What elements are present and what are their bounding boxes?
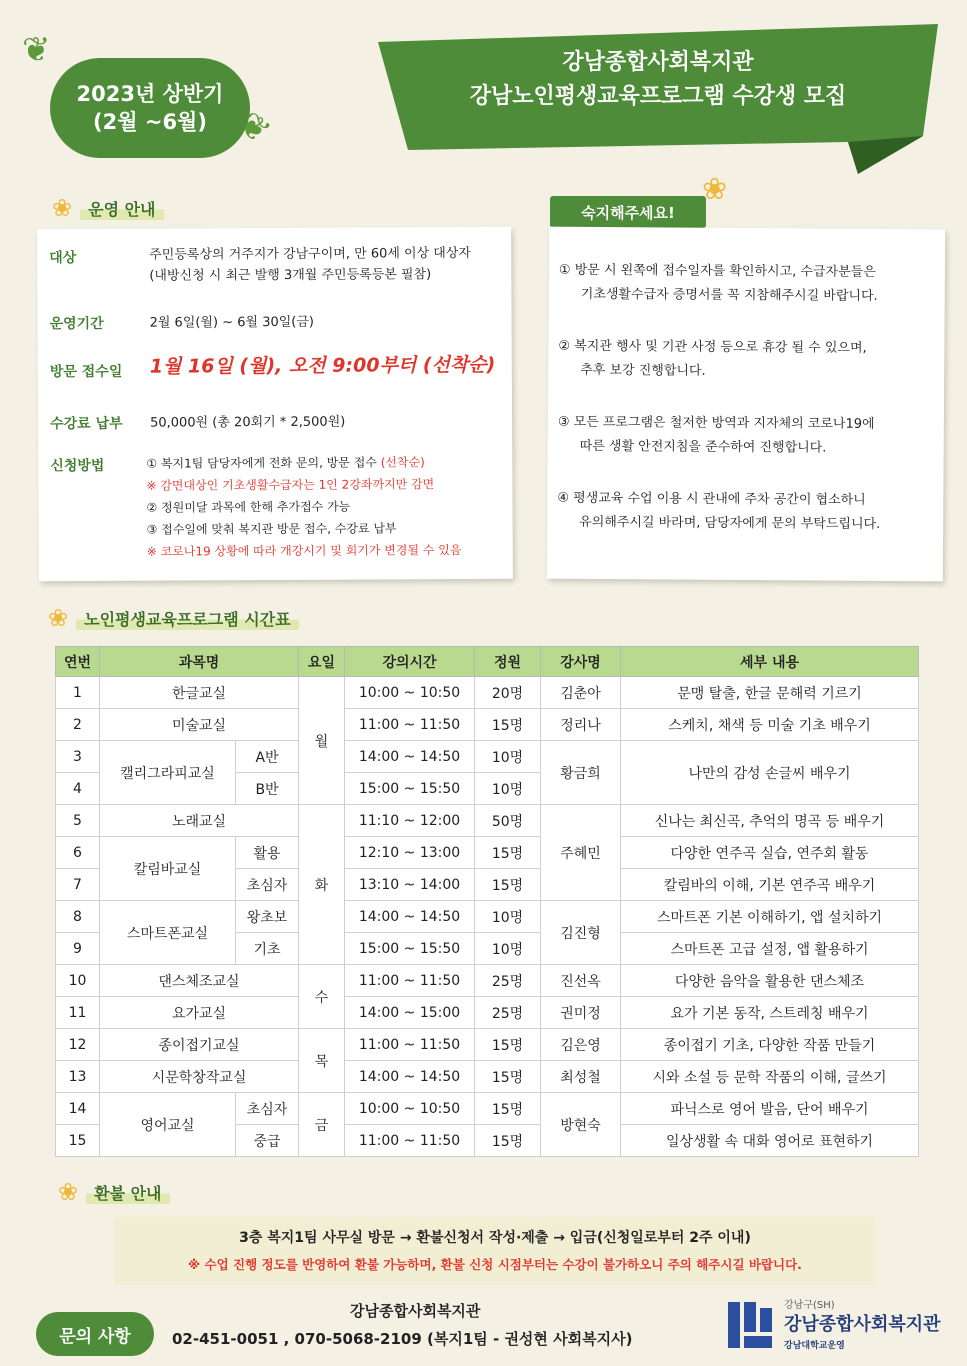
table-row: 1 한글교실 월 10:00 ~ 10:50 20명 김춘아 문맹 탈출, 한글 문해력 기르기 bbox=[56, 677, 919, 709]
header-teacher: 강사명 bbox=[541, 647, 621, 677]
leaf-icon: ❦ bbox=[230, 103, 279, 153]
period-value: 2월 6일(월) ~ 6월 30일(금) bbox=[149, 314, 315, 331]
title-program: 강남노인평생교육프로그램 수강생 모집 bbox=[469, 84, 847, 109]
table-row: 3 캘리그라피교실 A반 14:00 ~ 14:50 10명 황금희 나만의 감성 손글씨 배우기 bbox=[56, 741, 919, 773]
refund-box bbox=[115, 1217, 875, 1285]
notice-item-1: ① 방문 시 왼쪽에 접수일자를 확인하시고, 수급자분들은 기초생활수급자 증명서를 꼭 지참해주시길 바랍니다. bbox=[558, 262, 878, 304]
notice-item-3: ③ 모든 프로그램은 철저한 방역과 지자체의 코로나19에 따른 생활 안전지침을 준수하여 진행합니다. bbox=[557, 414, 875, 456]
butterfly-icon: ❀ bbox=[48, 604, 69, 632]
refund-section-label: ❀ 환불 안내 bbox=[58, 1180, 170, 1204]
target-line1: 주민등록상의 거주지가 강남구이며, 만 60세 이상 대상자 bbox=[149, 245, 472, 263]
season-months: (2월 ~6월) bbox=[93, 110, 207, 134]
table-row: 4 B반 15:00 ~ 15:50 10명 bbox=[56, 773, 919, 805]
table-row: 2 미술교실 11:00 ~ 11:50 15명 정리나 스케치, 채색 등 미술 기초 배우기 bbox=[56, 709, 919, 741]
header-time: 강의시간 bbox=[345, 647, 475, 677]
notice-item-2: ② 복지관 행사 및 기관 사정 등으로 휴강 될 수 있으며, 추후 보강 진행합니다. bbox=[558, 338, 867, 379]
refund-flow: 3층 복지1팀 사무실 방문 → 환불신청서 작성·제출 → 입금(신청일로부터 2주 이내) bbox=[239, 1230, 751, 1246]
operation-card bbox=[37, 227, 513, 581]
table-row: 14 영어교실 초심자 금 10:00 ~ 10:50 15명 방현숙 파닉스로 영어 발음, 단어 배우기 bbox=[56, 1093, 919, 1125]
title-org: 강남종합사회복지관 bbox=[562, 50, 754, 75]
period-key: 운영기간 bbox=[49, 315, 104, 333]
logo-main-text: 강남종합사회복지관 bbox=[784, 1314, 941, 1335]
method-item-2: ② 정원미달 과목에 한해 추가접수 가능 bbox=[146, 499, 351, 515]
table-row: 15 중급 11:00 ~ 11:50 15명 일상생활 속 대화 영어로 표현하기 bbox=[56, 1125, 919, 1157]
butterfly-icon: ❀ bbox=[702, 172, 728, 207]
contact-label: 문의 사항 bbox=[36, 1312, 154, 1356]
notice-card bbox=[547, 227, 945, 582]
table-row: 11 요가교실 14:00 ~ 15:00 25명 권미정 요가 기본 동작, 스트레칭 배우기 bbox=[56, 997, 919, 1029]
table-row: 7 초심자 13:10 ~ 14:00 15명 칼림바의 이해, 기본 연주곡 배우기 bbox=[56, 869, 919, 901]
method-note-1: ※ 감면대상인 기초생활수급자는 1인 2강좌까지만 감면 bbox=[146, 477, 435, 493]
refund-note: ※ 수업 진행 정도를 반영하여 환불 가능하며, 환불 신청 시점부터는 수강이 불가하오니 주의 해주시길 바랍니다. bbox=[188, 1257, 802, 1272]
table-row: 9 기초 15:00 ~ 15:50 10명 스마트폰 고급 설정, 앱 활용하기 bbox=[56, 933, 919, 965]
notice-label: 숙지해주세요! bbox=[550, 196, 706, 228]
title-banner bbox=[378, 24, 938, 174]
logo-small-text: 강남구(SH) bbox=[784, 1300, 835, 1311]
header-details: 세부 내용 bbox=[621, 647, 919, 677]
fee-value: 50,000원 (총 20회기 * 2,500원) bbox=[150, 414, 346, 431]
schedule-table bbox=[55, 646, 919, 1157]
method-item-3: ③ 접수일에 맞춰 복지관 방문 접수, 수강료 납부 bbox=[146, 521, 397, 537]
leaf-icon: ❦ bbox=[22, 30, 51, 70]
operation-section-label: ❀ 운영 안내 bbox=[52, 196, 164, 220]
header-day: 요일 bbox=[299, 647, 345, 677]
method-note-2: ※ 코로나19 상황에 따라 개강시기 및 회기가 변경될 수 있음 bbox=[146, 543, 462, 559]
header-no: 연번 bbox=[56, 647, 100, 677]
logo-sub-text: 강남대학교운영 bbox=[784, 1341, 845, 1351]
season-badge bbox=[50, 58, 250, 158]
notice-item-4: ④ 평생교육 수업 이용 시 관내에 주차 공간이 협소하니 유의해주시길 바라며, 담당자에게 문의 부탁드립니다. bbox=[557, 490, 881, 532]
schedule-section-label: ❀ 노인평생교육프로그램 시간표 bbox=[48, 606, 299, 630]
table-row: 13 시문학창작교실 14:00 ~ 14:50 15명 최성철 시와 소설 등 문학 작품의 이해, 글쓰기 bbox=[56, 1061, 919, 1093]
fee-key: 수강료 납부 bbox=[50, 415, 123, 433]
table-row: 8 스마트폰교실 왕초보 14:00 ~ 14:50 10명 김진형 스마트폰 기본 이해하기, 앱 설치하기 bbox=[56, 901, 919, 933]
season-year: 2023년 상반기 bbox=[76, 82, 224, 106]
table-row: 6 칼림바교실 활용 12:10 ~ 13:00 15명 다양한 연주곡 실습, 연주회 활동 bbox=[56, 837, 919, 869]
visit-key: 방문 접수일 bbox=[49, 363, 123, 381]
visit-value: 1월 16일 (월), 오전 9:00부터 (선착순) bbox=[149, 353, 496, 378]
target-line2: (내방신청 시 최근 발행 3개월 주민등록등본 필참) bbox=[149, 267, 432, 284]
header-subject: 과목명 bbox=[100, 647, 299, 677]
logo-icon bbox=[722, 1298, 778, 1354]
method-item-1: ① 복지1팀 담당자에게 전화 문의, 방문 접수 (선착순) bbox=[146, 455, 425, 471]
table-row: 10 댄스체조교실 수 11:00 ~ 11:50 25명 진선옥 다양한 음악을 활용한 댄스체조 bbox=[56, 965, 919, 997]
table-header-row bbox=[56, 647, 919, 677]
table-row: 5 노래교실 화 11:10 ~ 12:00 50명 주혜민 신나는 최신곡, 추억의 명곡 등 배우기 bbox=[56, 805, 919, 837]
table-row: 12 종이접기교실 목 11:00 ~ 11:50 15명 김은영 종이접기 기초, 다양한 작품 만들기 bbox=[56, 1029, 919, 1061]
header-capacity: 정원 bbox=[475, 647, 541, 677]
method-key: 신청방법 bbox=[50, 457, 105, 475]
butterfly-icon: ❀ bbox=[58, 1178, 79, 1206]
footer-org: 강남종합사회복지관 bbox=[350, 1302, 481, 1320]
target-key: 대상 bbox=[49, 250, 77, 267]
footer-phone: 02-451-0051 , 070-5068-2109 (복지1팀 - 권성현 사회복지사) bbox=[172, 1330, 633, 1348]
butterfly-icon: ❀ bbox=[52, 194, 73, 222]
